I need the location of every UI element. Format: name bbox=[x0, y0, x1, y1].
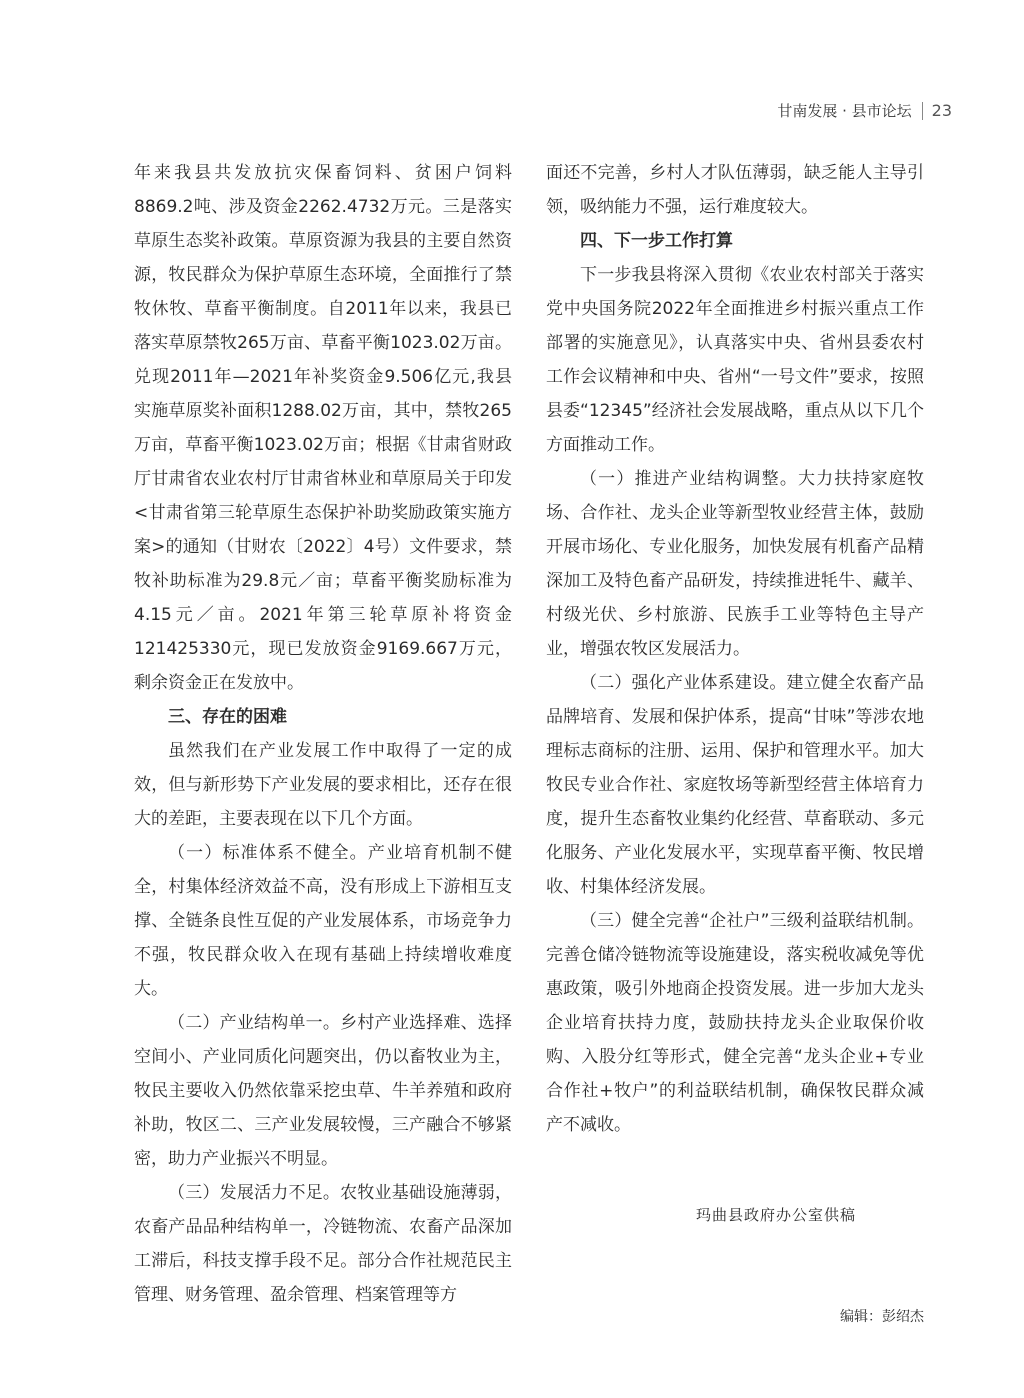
paragraph-difficulties-intro: 虽然我们在产业发展工作中取得了一定的成效，但与新形势下产业发展的要求相比，还存在很大的差距，主要表现在以下几个方面。 bbox=[134, 741, 512, 829]
left-column bbox=[134, 156, 512, 1312]
paragraph-difficulty-3: （三）发展活力不足。农牧业基础设施薄弱，农畜产品品种结构单一，冷链物流、农畜产品深加工滞后，科技支撑手段不足。部分合作社规范民主管理、财务管理、盈余管理、档案管理等方 bbox=[134, 1183, 512, 1305]
paragraph-difficulty-2: （二）产业结构单一。乡村产业选择难、选择空间小、产业同质化问题突出，仍以畜牧业为主，牧民主要收入仍然依靠采挖虫草、牛羊养殖和政府补助，牧区二、三产业发展较慢，三产融合不够紧密，助力产业振兴不明显。 bbox=[134, 1013, 512, 1169]
paragraph-next-step-1: （一）推进产业结构调整。大力扶持家庭牧场、合作社、龙头企业等新型牧业经营主体，鼓励开展市场化、专业化服务，加快发展有机畜产品精深加工及特色畜产品研发，持续推进牦牛、藏羊、村级光伏、乡村旅游、民族手工业等特色主导产业，增强农牧区发展活力。 bbox=[546, 469, 924, 659]
paragraph-next-step-2: （二）强化产业体系建设。建立健全农畜产品品牌培育、发展和保护体系，提高“甘味”等涉农地理标志商标的注册、运用、保护和管理水平。加大牧民专业合作社、家庭牧场等新型经营主体培育力度，提升生态畜牧业集约化经营、草畜联动、多元化服务、产业化发展水平，实现草畜平衡、牧民增收、村集体经济发展。 bbox=[546, 673, 924, 897]
paragraph-continued: 年来我县共发放抗灾保畜饲料、贫困户饲料8869.2吨、涉及资金2262.4732万元。三是落实草原生态奖补政策。草原资源为我县的主要自然资源，牧民群众为保护草原生态环境，全面推行了禁牧休牧、草畜平衡制度。自2011年以来，我县已落实草原禁牧265万亩、草畜平衡1023.02万亩。兑现2011年—2021年补奖资金9.506亿元,我县实施草原奖补面积1288.02万亩，其中，禁牧265万亩，草畜平衡1023.02万亩；根据《甘肃省财政厅甘肃省农业农村厅甘肃省林业和草原局关于印发<甘肃省第三轮草原生态保护补助奖励政策实施方案>的通知（甘财农〔2022〕4号）文件要求，禁牧补助标准为29.8元／亩；草畜平衡奖励标准为4.15元／亩。2021年第三轮草原补将资金121425330元，现已发放资金9169.667万元，剩余资金正在发放中。 bbox=[134, 163, 512, 693]
running-header bbox=[777, 100, 952, 121]
paragraph-difficulty-3-continued: 面还不完善，乡村人才队伍薄弱，缺乏能人主导引领，吸纳能力不强，运行难度较大。 bbox=[546, 163, 924, 217]
editor-credit: 编辑：彭绍杰 bbox=[840, 1309, 924, 1325]
page-number: 23 bbox=[931, 101, 952, 120]
paragraph-next-steps-intro: 下一步我县将深入贯彻《农业农村部关于落实党中央国务院2022年全面推进乡村振兴重点工作部署的实施意见》，认真落实中央、省州县委农村工作会议精神和中央、省州“一号文件”要求，按照县委“12345”经济社会发展战略，重点从以下几个方面推动工作。 bbox=[546, 265, 924, 455]
article-credit: 玛曲县政府办公室供稿 bbox=[696, 1206, 857, 1224]
paragraph-next-step-3: （三）健全完善“企社户”三级利益联结机制。完善仓储冷链物流等设施建设，落实税收减免等优惠政策，吸引外地商企投资发展。进一步加大龙头企业培育扶持力度，鼓励扶持龙头企业取保价收购、入股分红等形式，健全完善“龙头企业+专业合作社+牧户”的利益联结机制，确保牧民群众减产不减收。 bbox=[546, 911, 924, 1135]
section-heading-difficulties: 三、存在的困难 bbox=[168, 707, 287, 727]
section-heading-next-steps: 四、下一步工作打算 bbox=[580, 231, 733, 251]
header-divider bbox=[922, 102, 923, 120]
paragraph-difficulty-1: （一）标准体系不健全。产业培育机制不健全，村集体经济效益不高，没有形成上下游相互支撑、全链条良性互促的产业发展体系，市场竞争力不强，牧民群众收入在现有基础上持续增收难度大。 bbox=[134, 843, 512, 999]
section-title: 甘南发展 · 县市论坛 bbox=[777, 102, 912, 120]
right-column bbox=[546, 156, 924, 1142]
